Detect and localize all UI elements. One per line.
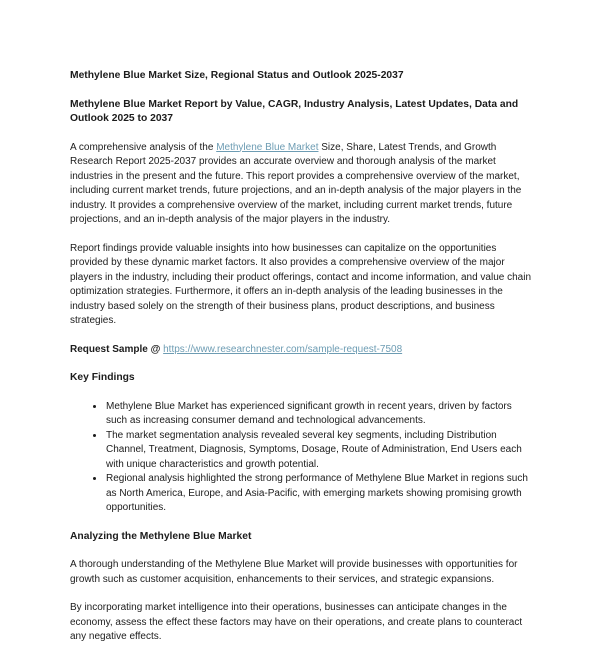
analyzing-heading: Analyzing the Methylene Blue Market [70, 530, 252, 542]
findings-paragraph: Report findings provide valuable insights into how businesses can capitalize on the opportunities provided by these dynamic market factors. It also provides a comprehensive overview of the major players in the industry, including their product offerings, contact and income information, and value chain optimization strategies. Furthermore, it offers an in-depth analysis of the leading businesses in the industry based solely on the strength of their business plans, product descriptions, and business strategies. [70, 242, 532, 326]
list-item: • Methylene Blue Market has experienced significant growth in recent years, driven by factors such as increasing consumer demand and technological advancements. [105, 400, 534, 429]
key-findings-list [70, 400, 534, 516]
methylene-blue-market-link[interactable]: Methylene Blue Market [216, 141, 319, 153]
analyzing-paragraph-2: By incorporating market intelligence into their operations, businesses can anticipate changes in the economy, assess the effect these factors may have on their operations, and create plans to counteract any negative effects. [70, 602, 523, 642]
analyzing-paragraph-1: A thorough understanding of the Methylene Blue Market will provide businesses with opportunities for growth such as customer acquisition, enhancements to their services, and strategic expansions. [70, 559, 518, 585]
intro-paragraph [70, 141, 534, 228]
intro-text-after: Size, Share, Latest Trends, and Growth Research Report 2025-2037 provides an accurate overview and thorough analysis of the market industries in the present and the future. This report provides a comprehensive overview of the market, including current market trends, future projections, and an in-depth analysis of the major players in the industry. It provides a comprehensive overview of the market, including current market trends, future projections, and an in-depth analysis of the major players in the industry. [70, 141, 522, 225]
sample-request-link[interactable]: https://www.researchnester.com/sample-request-7508 [163, 343, 403, 355]
list-item: • The market segmentation analysis revealed several key segments, including Distribution Channel, Treatment, Diagnosis, Symptoms, Dosage, Route of Administration, End Users each with unique characteristics and growth potential. [105, 429, 534, 473]
key-findings-heading: Key Findings [70, 372, 135, 383]
request-sample-label: Request Sample @ [70, 343, 161, 355]
request-sample-line [70, 343, 534, 358]
document-title: Methylene Blue Market Size, Regional Status and Outlook 2025-2037 [70, 70, 404, 81]
list-item: • Regional analysis highlighted the strong performance of Methylene Blue Market in regions such as North America, Europe, and Asia-Pacific, with emerging markets showing promising growth opportunities. [105, 472, 534, 516]
intro-text-before: A comprehensive analysis of the [70, 141, 217, 153]
document-subtitle: Methylene Blue Market Report by Value, CAGR, Industry Analysis, Latest Updates, Data and Outlook 2025 to 2037 [70, 98, 519, 124]
